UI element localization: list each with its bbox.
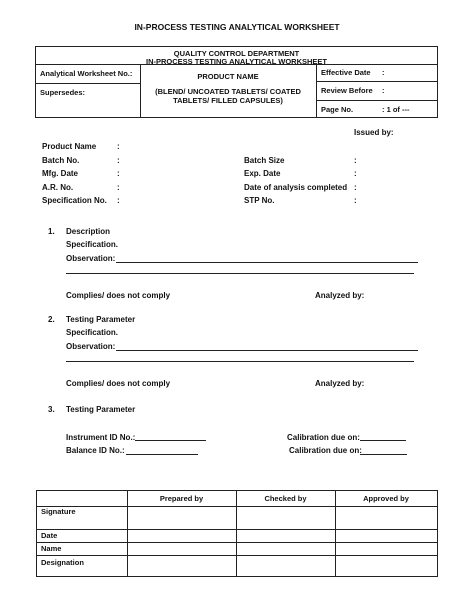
supersedes-label: Supersedes: xyxy=(40,88,86,97)
analyzed-by-label: Analyzed by: xyxy=(315,379,365,388)
table-divider xyxy=(37,529,437,530)
page-no-value: : 1 of --- xyxy=(382,105,410,114)
calibration-due-label: Calibration due on: xyxy=(287,433,360,442)
balance-id-label: Balance ID No.: xyxy=(66,446,125,455)
calibration-due-line xyxy=(360,440,406,441)
header-divider xyxy=(316,100,437,101)
field-colon: : xyxy=(354,169,357,178)
approved-by-header: Approved by xyxy=(363,494,409,503)
observation-line xyxy=(116,350,418,351)
observation-line xyxy=(66,361,414,362)
exp-date-label: Exp. Date xyxy=(244,169,281,178)
signature-row-label: Signature xyxy=(41,507,76,516)
table-divider xyxy=(236,491,237,576)
batch-no-label: Batch No. xyxy=(42,156,80,165)
calibration-due-label: Calibration due on: xyxy=(289,446,362,455)
name-row-label: Name xyxy=(41,544,62,553)
instrument-id-label: Instrument ID No.: xyxy=(66,433,136,442)
instrument-id-line xyxy=(135,440,206,441)
field-colon: : xyxy=(117,156,120,165)
date-of-analysis-label: Date of analysis completed xyxy=(244,183,348,192)
checked-by-header: Checked by xyxy=(264,494,307,503)
field-colon: : xyxy=(117,183,120,192)
date-row-label: Date xyxy=(41,531,58,540)
section-title: Testing Parameter xyxy=(66,315,136,324)
batch-size-label: Batch Size xyxy=(244,156,285,165)
balance-id-line xyxy=(126,454,198,455)
product-name-heading: PRODUCT NAME xyxy=(197,72,259,81)
analyzed-by-label: Analyzed by: xyxy=(315,291,365,300)
worksheet-no-label: Analytical Worksheet No.: xyxy=(40,69,133,78)
specification-label: Specification. xyxy=(66,240,119,249)
section-number: 3. xyxy=(48,405,55,414)
field-colon: : xyxy=(354,156,357,165)
document-title: IN-PROCESS TESTING ANALYTICAL WORKSHEET xyxy=(134,22,340,32)
section-number: 2. xyxy=(48,315,55,324)
table-divider xyxy=(37,555,437,556)
field-colon: : xyxy=(117,196,120,205)
calibration-due-line xyxy=(360,454,407,455)
complies-label: Complies/ does not comply xyxy=(66,379,171,388)
product-name-label: Product Name xyxy=(42,142,97,151)
issued-by-label: Issued by: xyxy=(354,128,394,137)
table-divider xyxy=(127,491,128,576)
complies-label: Complies/ does not comply xyxy=(66,291,171,300)
field-colon: : xyxy=(117,169,120,178)
department-name: QUALITY CONTROL DEPARTMENT xyxy=(173,49,300,58)
spec-no-label: Specification No. xyxy=(42,196,107,205)
table-divider xyxy=(37,506,437,507)
observation-line xyxy=(116,262,418,263)
product-description: (BLEND/ UNCOATED TABLETS/ COATED xyxy=(155,87,301,96)
designation-row-label: Designation xyxy=(41,558,84,567)
section-number: 1. xyxy=(48,227,55,236)
ar-no-label: A.R. No. xyxy=(42,183,74,192)
review-before-colon: : xyxy=(382,86,385,95)
review-before-label: Review Before xyxy=(321,86,373,95)
stp-no-label: STP No. xyxy=(244,196,275,205)
mfg-date-label: Mfg. Date xyxy=(42,169,78,178)
section-title: Testing Parameter xyxy=(66,405,136,414)
effective-date-colon: : xyxy=(382,68,385,77)
product-description: TABLETS/ FILLED CAPSULES) xyxy=(173,96,283,105)
section-title: Description xyxy=(66,227,111,236)
signature-table xyxy=(36,490,438,577)
observation-line xyxy=(66,273,414,274)
header-table xyxy=(35,46,438,118)
header-divider xyxy=(36,83,140,84)
field-colon: : xyxy=(117,142,120,151)
page-no-label: Page No. xyxy=(321,105,354,114)
header-divider xyxy=(316,81,437,82)
field-colon: : xyxy=(354,183,357,192)
worksheet-heading: IN-PROCESS TESTING ANALYTICAL WORKSHEET xyxy=(146,57,327,66)
table-divider xyxy=(335,491,336,576)
field-colon: : xyxy=(354,196,357,205)
observation-label: Observation: xyxy=(66,342,116,351)
specification-label: Specification. xyxy=(66,328,119,337)
header-divider xyxy=(316,64,317,117)
observation-label: Observation: xyxy=(66,254,116,263)
prepared-by-header: Prepared by xyxy=(159,494,204,503)
effective-date-label: Effective Date xyxy=(321,68,371,77)
table-divider xyxy=(37,542,437,543)
